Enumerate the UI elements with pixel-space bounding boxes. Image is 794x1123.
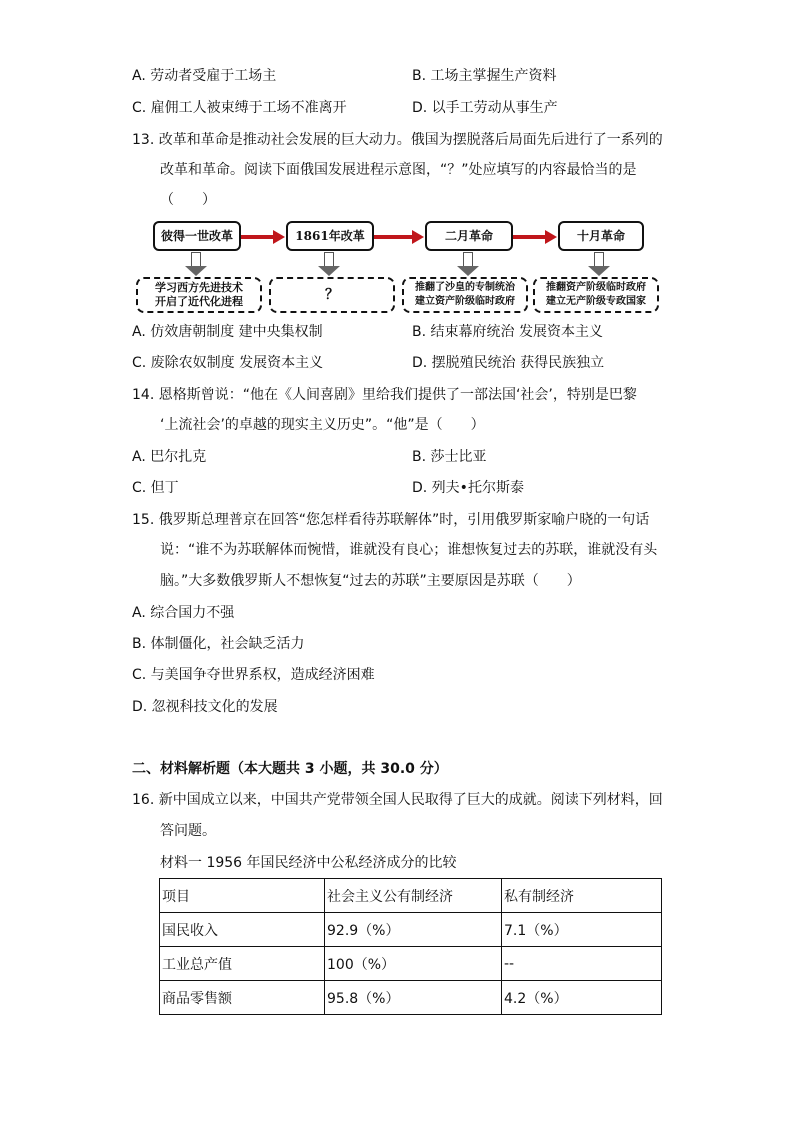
table-cell: -- <box>502 947 662 981</box>
diagram-result-3 <box>402 277 528 313</box>
right-arrow-icon <box>241 235 275 239</box>
q14-stem-line1: 14. 恩格斯曾说：“他在《人间喜剧》里给我们提供了一部法国‘社会’，特别是巴黎 <box>132 387 637 403</box>
table-cell: 100（%） <box>325 947 502 981</box>
section-heading: 二、材料解析题（本大题共 3 小题，共 30.0 分） <box>132 761 448 777</box>
diagram-result-1 <box>136 277 262 313</box>
table-row <box>160 947 662 981</box>
q14-option-d: D. 列夫•托尔斯泰 <box>412 480 524 496</box>
right-arrow-icon <box>374 235 414 239</box>
q13-stem-line1: 13. 改革和革命是推动社会发展的巨大动力。俄国为摆脱落后局面先后进行了一系列的 <box>132 132 663 148</box>
q14-option-b: B. 莎士比亚 <box>412 449 487 465</box>
q16-stem-line1: 16. 新中国成立以来，中国共产党带领全国人民取得了巨大的成就。阅读下列材料，回 <box>132 792 663 808</box>
table-cell: 95.8（%） <box>325 981 502 1015</box>
diagram-result-1-line1: 学习西方先进技术 <box>155 281 243 294</box>
q12-option-a: A. 劳动者受雇于工场主 <box>132 68 277 84</box>
table-header: 社会主义公有制经济 <box>325 879 502 913</box>
table-cell: 工业总产值 <box>160 947 325 981</box>
table-cell: 商品零售额 <box>160 981 325 1015</box>
table-cell: 国民收入 <box>160 913 325 947</box>
q12-option-b: B. 工场主掌握生产资料 <box>412 68 557 84</box>
diagram-result-2-line1: ？ <box>325 287 339 303</box>
q15-stem-line1: 15. 俄罗斯总理普京在回答“您怎样看待苏联解体”时，引用俄罗斯家喻户晓的一句话 <box>132 512 650 528</box>
q13-option-d: D. 摆脱殖民统治 获得民族独立 <box>412 355 605 371</box>
q13-option-b: B. 结束幕府统治 发展资本主义 <box>412 324 603 340</box>
table-header-row <box>160 879 662 913</box>
diagram-box-3: 二月革命 <box>425 221 513 251</box>
q15-stem-line3: 脑。”大多数俄罗斯人不想恢复“过去的苏联”主要原因是苏联（ ） <box>160 573 581 589</box>
q14-option-c: C. 但丁 <box>132 480 179 496</box>
q12-option-d: D. 以手工劳动从事生产 <box>412 100 558 116</box>
down-arrow-icon <box>324 252 334 276</box>
q15-stem-line2: 说：“谁不为苏联解体而惋惜，谁就没有良心；谁想恢复过去的苏联，谁就没有头 <box>160 542 658 558</box>
diagram-result-3-line2: 建立资产阶级临时政府 <box>415 296 515 307</box>
q15-option-d: D. 忽视科技文化的发展 <box>132 699 278 715</box>
table-row <box>160 913 662 947</box>
diagram-box-2: 1861年改革 <box>286 221 374 251</box>
right-arrow-icon <box>513 235 547 239</box>
down-arrow-icon <box>463 252 473 276</box>
q13-stem-line2: 改革和革命。阅读下面俄国发展进程示意图，“？”处应填写的内容最恰当的是 <box>160 162 637 178</box>
q16-stem-line2: 答问题。 <box>160 823 216 839</box>
table-header: 项目 <box>160 879 325 913</box>
table-cell: 4.2（%） <box>502 981 662 1015</box>
q16-material-title: 材料一 1956 年国民经济中公私经济成分的比较 <box>160 855 457 871</box>
diagram-box-1: 彼得一世改革 <box>153 221 241 251</box>
q15-option-b: B. 体制僵化，社会缺乏活力 <box>132 636 305 652</box>
table-row <box>160 981 662 1015</box>
q13-option-a: A. 仿效唐朝制度 建中央集权制 <box>132 324 323 340</box>
q13-stem-line3: （ ） <box>160 192 216 208</box>
q13-option-c: C. 废除农奴制度 发展资本主义 <box>132 355 324 371</box>
diagram-box-4: 十月革命 <box>558 221 644 251</box>
diagram-result-3-line1: 推翻了沙皇的专制统治 <box>415 282 515 293</box>
diagram-result-2 <box>269 277 395 313</box>
q14-option-a: A. 巴尔扎克 <box>132 449 207 465</box>
diagram-result-4-line1: 推翻资产阶级临时政府 <box>546 282 646 293</box>
down-arrow-icon <box>594 252 604 276</box>
economy-comparison-table <box>159 878 662 1015</box>
down-arrow-icon <box>191 252 201 276</box>
q15-option-a: A. 综合国力不强 <box>132 605 235 621</box>
diagram-result-1-line2: 开启了近代化进程 <box>155 295 243 308</box>
table-cell: 7.1（%） <box>502 913 662 947</box>
table-cell: 92.9（%） <box>325 913 502 947</box>
table-header: 私有制经济 <box>502 879 662 913</box>
diagram-result-4-line2: 建立无产阶级专政国家 <box>546 296 646 307</box>
diagram-result-4 <box>533 277 659 313</box>
q15-option-c: C. 与美国争夺世界系权，造成经济困难 <box>132 667 375 683</box>
q12-option-c: C. 雇佣工人被束缚于工场不准离开 <box>132 100 347 116</box>
q14-stem-line2: ‘上流社会’的卓越的现实主义历史”。“他”是（ ） <box>160 417 485 433</box>
